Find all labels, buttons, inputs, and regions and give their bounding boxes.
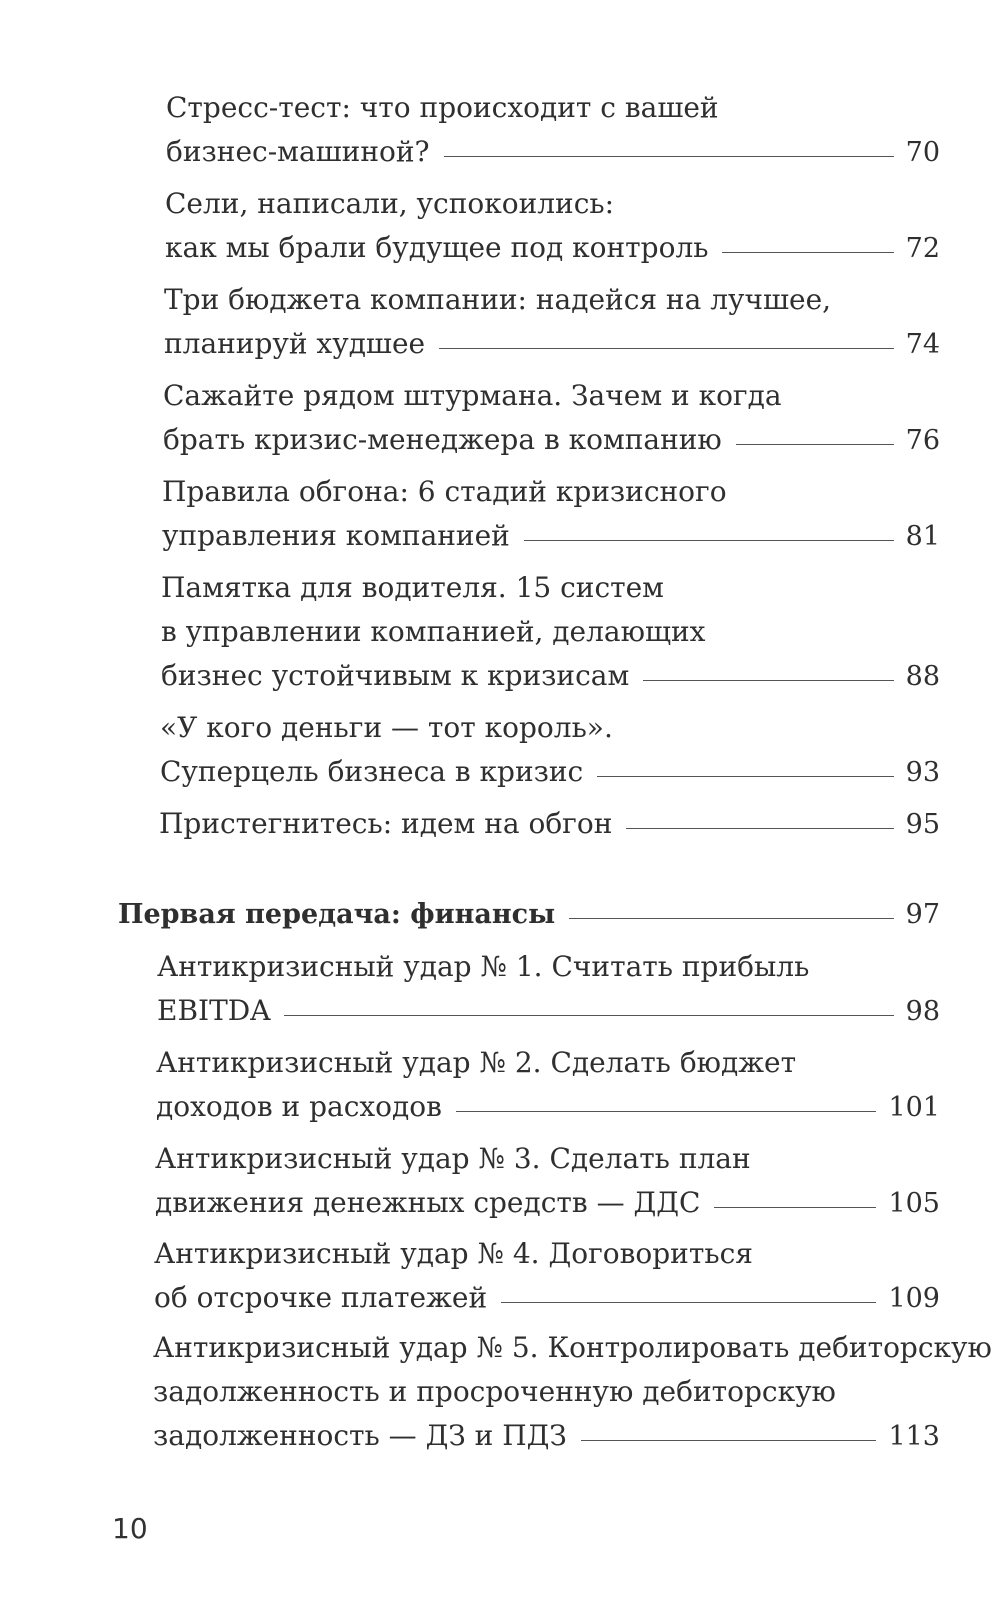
page-number: 81 <box>905 521 940 552</box>
dot-leader <box>456 1111 877 1112</box>
toc-entry-text: Три бюджета компании: надейся на лучшее, <box>164 283 832 316</box>
toc-entry-text: Стресс-тест: что происходит с вашей <box>166 91 719 124</box>
page-number: 72 <box>905 233 940 264</box>
page-number: 109 <box>888 1283 940 1314</box>
toc-entry-text: доходов и расходов <box>156 1090 442 1123</box>
toc-entry-last-line <box>154 1276 940 1321</box>
toc-entry <box>163 374 940 463</box>
dot-leader <box>444 156 894 157</box>
page-number: 70 <box>905 137 940 168</box>
dot-leader <box>524 540 894 541</box>
toc-entry-text: задолженность — ДЗ и ПДЗ <box>153 1419 567 1452</box>
page-number: 74 <box>905 329 940 360</box>
toc-entry-last-line <box>160 750 940 795</box>
page-number: 101 <box>888 1092 940 1123</box>
toc-entry <box>164 278 940 367</box>
page-number: 113 <box>888 1421 940 1452</box>
toc-entry-text: Антикризисный удар № 4. Договориться <box>154 1237 753 1270</box>
toc-entry-last-line <box>164 322 940 367</box>
toc-entry-text: движения денежных средств — ДДС <box>155 1186 701 1219</box>
toc-entry-last-line <box>166 130 940 175</box>
section-title: Первая передача: финансы <box>118 899 556 930</box>
toc-entry <box>166 86 940 175</box>
toc-entry <box>160 706 940 795</box>
toc-entry-text: планируй худшее <box>164 327 426 360</box>
toc-entry-last-line <box>118 893 940 937</box>
toc-entry-text: бизнес-машиной? <box>166 135 430 168</box>
toc-entry-text: Антикризисный удар № 2. Сделать бюджет <box>156 1046 797 1079</box>
toc-entry-last-line <box>157 989 940 1034</box>
toc-entry <box>161 566 940 699</box>
toc-entry-text: Пристегнитесь: идем на обгон <box>159 807 613 840</box>
toc-entry-text: в управлении компанией, делающих <box>161 615 706 648</box>
dot-leader <box>284 1015 893 1016</box>
dot-leader <box>626 828 893 829</box>
toc-entry-last-line <box>153 1414 940 1459</box>
dot-leader <box>569 918 893 919</box>
toc-entry-text: задолженность и просроченную дебиторскую <box>153 1375 836 1408</box>
toc-entry <box>155 1137 940 1226</box>
dot-leader <box>714 1207 876 1208</box>
toc-entry <box>157 945 940 1034</box>
dot-leader <box>597 776 893 777</box>
toc-entry-text: Памятка для водителя. 15 систем <box>161 571 664 604</box>
dot-leader <box>501 1302 876 1303</box>
toc-entry-text: Суперцель бизнеса в кризис <box>160 755 584 788</box>
toc-entry <box>153 1326 992 1459</box>
page-number: 105 <box>888 1188 940 1219</box>
toc-entry <box>156 1041 940 1130</box>
toc-entry-text: Антикризисный удар № 3. Сделать план <box>155 1142 751 1175</box>
toc-entry <box>162 470 940 559</box>
dot-leader <box>643 680 893 681</box>
toc-entry-text: Правила обгона: 6 стадий кризисного <box>162 475 727 508</box>
page-number: 88 <box>905 661 940 692</box>
dot-leader <box>736 444 894 445</box>
toc-entry-last-line <box>159 802 940 847</box>
toc-entry <box>159 802 940 847</box>
toc-entry-last-line <box>165 226 940 271</box>
toc-entry-text: Сели, написали, успокоились: <box>165 187 615 220</box>
toc-entry <box>165 182 940 271</box>
dot-leader <box>581 1440 877 1441</box>
toc-entry-text: об отсрочке платежей <box>154 1281 488 1314</box>
toc-entry-text: «У кого деньги — тот король». <box>160 711 613 744</box>
toc-entry-last-line <box>155 1181 940 1226</box>
page-folio-number: 10 <box>112 1512 148 1545</box>
toc-entry-last-line <box>163 418 940 463</box>
dot-leader <box>722 252 893 253</box>
toc-entry-text: EBITDA <box>157 994 271 1027</box>
page-number: 95 <box>905 809 940 840</box>
page-number: 76 <box>905 425 940 456</box>
toc-entry-text: брать кризис-менеджера в компанию <box>163 423 722 456</box>
page-number: 97 <box>905 899 940 930</box>
toc-entry-text: Сажайте рядом штурмана. Зачем и когда <box>163 379 782 412</box>
toc-entry-text: Антикризисный удар № 5. Контролировать дебиторскую <box>153 1331 992 1364</box>
toc-entry-text: как мы брали будущее под контроль <box>165 231 709 264</box>
toc-entry-last-line <box>156 1085 940 1130</box>
toc-section-heading <box>118 893 940 937</box>
page-number: 98 <box>905 996 940 1027</box>
toc-entry-text: Антикризисный удар № 1. Считать прибыль <box>157 950 810 983</box>
toc-entry-text: управления компанией <box>162 519 510 552</box>
page-number: 93 <box>905 757 940 788</box>
toc-entry <box>154 1232 940 1321</box>
dot-leader <box>439 348 894 349</box>
toc-entry-last-line <box>162 514 940 559</box>
toc-entry-text: бизнес устойчивым к кризисам <box>161 659 630 692</box>
toc-entry-last-line <box>161 654 940 699</box>
